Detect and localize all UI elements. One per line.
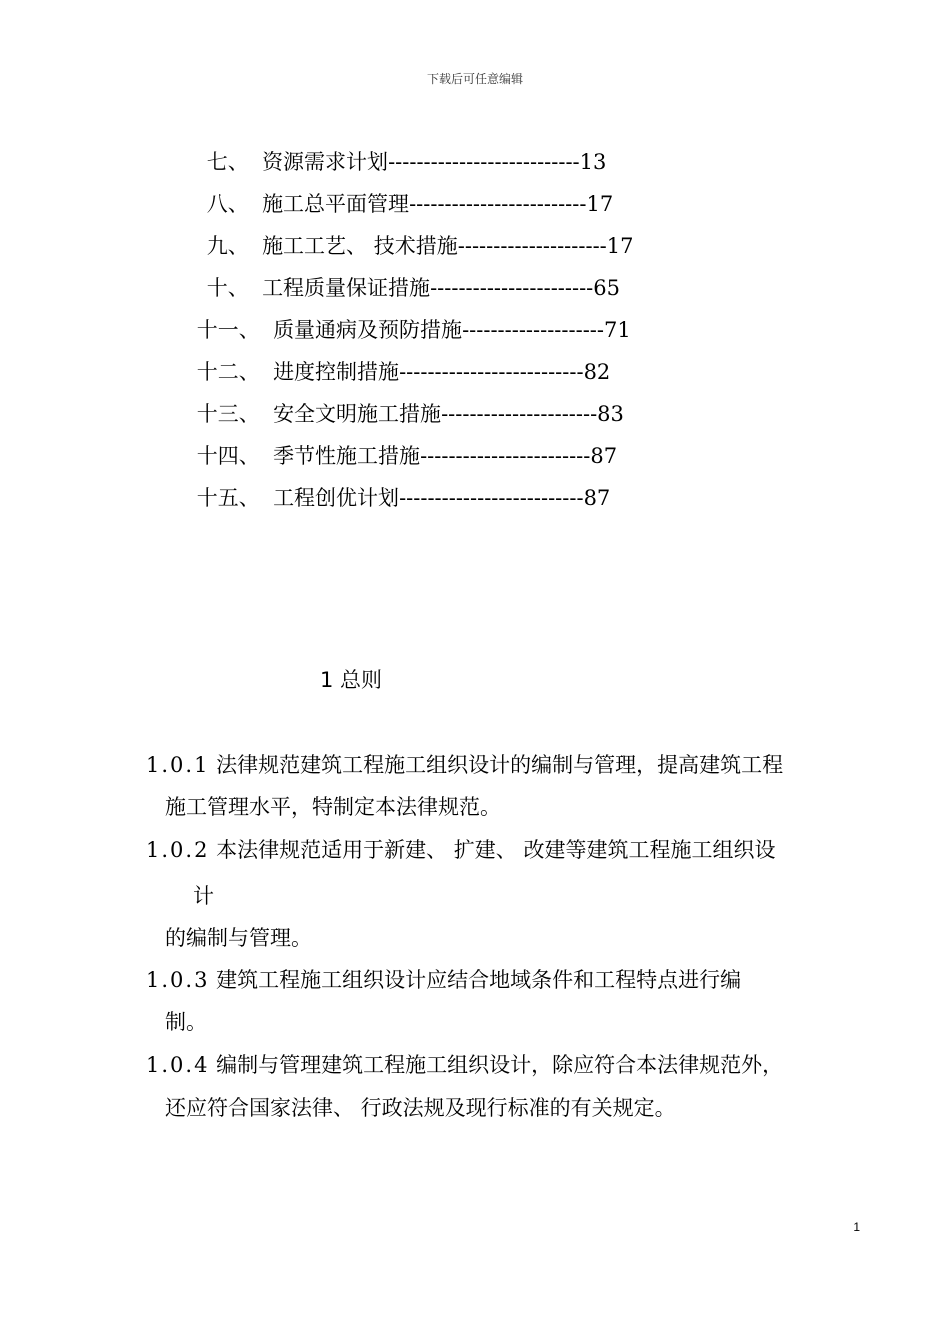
toc-number: 九、 [206,234,249,258]
toc-entry [180,192,634,258]
toc-number: 八、 [206,192,249,216]
toc-title: 季节性施工措施 [273,444,421,468]
clause-text: 法律规范建筑工程施工组织设计的编制与管理，提高建筑工程 [216,753,784,777]
toc-page: 83 [597,402,624,426]
clause-text: 建筑工程施工组织设计应结合地域条件和工程特点进行编 [216,968,742,992]
toc-page: 87 [583,486,611,510]
page-number: 1 [853,1220,860,1234]
toc-title: 安全文明施工措施 [273,402,442,426]
clause-number: 1.0.2 [146,838,210,862]
clause-text: 编制与管理建筑工程施工组织设计，除应符合本法律规范外， [216,1053,784,1077]
toc-entry [170,402,618,468]
toc-number: 十四、 [196,444,260,468]
toc-number: 十三、 [196,402,260,426]
toc-number: 十一、 [196,318,260,342]
paragraph-line [146,832,775,868]
paragraph-line: 施工管理水平，特制定本法律规范。 [165,795,501,819]
header-note: 下载后可任意编辑 [426,72,523,86]
toc-leader: --------------------- [457,234,607,258]
toc-entry [170,318,611,384]
paragraph-line: 的编制与管理。 [165,926,312,950]
toc-entry [180,150,614,216]
toc-title: 工程质量保证措施 [262,276,431,300]
toc-leader: -------------------------- [399,486,584,510]
toc-page: 17 [606,234,634,258]
toc-entry [180,108,607,174]
toc-leader: --------------------------- [388,150,580,174]
toc-title: 质量通病及预防措施 [273,318,463,342]
toc-title: 资源需求计划 [262,150,389,174]
paragraph-line [146,747,783,783]
toc-page: 82 [583,360,611,384]
clause-number: 1.0.3 [146,968,210,992]
toc-leader: ------------------------ [420,444,591,468]
toc-number: 十二、 [196,360,260,384]
toc-title: 施工总平面管理 [262,192,410,216]
toc-number: 十、 [206,276,249,300]
toc-number: 十五、 [196,486,260,510]
paragraph-line: 计 [193,884,214,908]
toc-leader: -------------------------- [399,360,584,384]
toc-entry [170,444,611,510]
section-title: 1 总则 [320,668,383,692]
toc-leader: ----------------------- [430,276,594,300]
toc-entry [170,276,631,342]
paragraph-line: 还应符合国家法律、 行政法规及现行标准的有关规定。 [165,1096,676,1120]
toc-entry [170,360,624,426]
paragraph-line [146,962,741,998]
toc-leader: ------------------------- [409,192,587,216]
toc-leader: -------------------- [462,318,604,342]
toc-number: 七、 [206,150,249,174]
toc-page: 71 [603,318,631,342]
toc-page: 13 [579,150,607,174]
clause-number: 1.0.4 [146,1053,210,1077]
toc-title: 进度控制措施 [273,360,400,384]
clause-text: 本法律规范适用于新建、 扩建、 改建等建筑工程施工组织设 [216,838,776,862]
toc-page: 65 [593,276,620,300]
paragraph-line: 制。 [165,1010,207,1034]
toc-entry [180,234,620,300]
clause-number: 1.0.1 [146,753,210,777]
paragraph-line [146,1047,783,1083]
toc-title: 工程创优计划 [273,486,400,510]
toc-page: 87 [590,444,618,468]
toc-page: 17 [586,192,614,216]
toc-leader: ---------------------- [441,402,598,426]
toc-title: 施工工艺、 技术措施 [262,234,458,258]
